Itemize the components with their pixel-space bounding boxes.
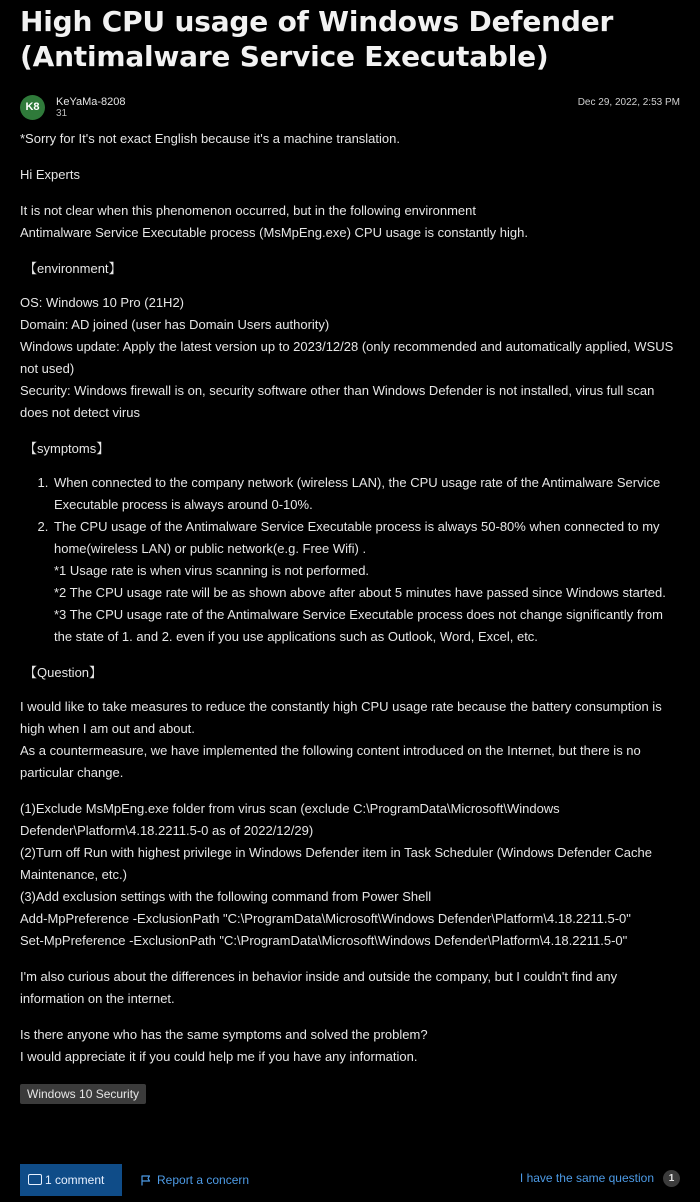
- question-paragraph: [20, 696, 680, 784]
- actions-bar: [20, 1164, 680, 1196]
- curious-paragraph: I'm also curious about the differences in behavior inside and outside the company, but I couldn't find any information on the internet.: [20, 969, 618, 1006]
- intro-line: Antimalware Service Executable process (MsMpEng.exe) CPU usage is constantly high.: [20, 225, 528, 240]
- measure-line: Add-MpPreference -ExclusionPath "C:\ProgramData\Microsoft\Windows Defender\Platform\4.18.2211.5-0": [20, 911, 631, 926]
- environment-line: Security: Windows firewall is on, security software other than Windows Defender is not installed, virus full scan does not detect virus: [20, 383, 655, 420]
- author-row: [20, 94, 680, 128]
- report-label: Report a concern: [157, 1173, 250, 1187]
- author-reputation: 31: [56, 108, 68, 119]
- environment-line: OS: Windows 10 Pro (21H2): [20, 295, 185, 310]
- flag-icon: [141, 1175, 151, 1186]
- post-date: Dec 29, 2022, 2:53 PM: [577, 97, 680, 108]
- symptom-text: The CPU usage of the Antimalware Service Executable process is always 50-80% when connected to my home(wireless LAN) or public network(e.g. Free Wifi) .: [54, 519, 660, 556]
- comment-label: 1 comment: [45, 1173, 105, 1187]
- report-concern-link[interactable]: [141, 1164, 249, 1196]
- question-line: As a countermeasure, we have implemented the following content introduced on the Internet, but there is no particular change.: [20, 743, 641, 780]
- comment-icon: [28, 1174, 42, 1185]
- closing-paragraph: [20, 1024, 680, 1068]
- closing-line: I would appreciate it if you could help me if you have any information.: [20, 1049, 418, 1064]
- comment-button[interactable]: [20, 1164, 122, 1196]
- environment-heading: 【environment】: [24, 261, 122, 276]
- environment-line: Windows update: Apply the latest version up to 2023/12/28 (only recommended and automatically applied, WSUS not used): [20, 339, 674, 376]
- question-heading: 【Question】: [24, 665, 103, 680]
- same-question-button[interactable]: I have the same question: [519, 1171, 654, 1185]
- intro-paragraph: [20, 200, 680, 244]
- measure-line: (1)Exclude MsMpEng.exe folder from virus scan (exclude C:\ProgramData\Microsoft\Windows Defender\Platform\4.18.2211.5-0 as of 2022/12/29): [20, 801, 560, 838]
- greeting-text: Hi Experts: [20, 167, 80, 182]
- list-item: [52, 516, 680, 648]
- disclaimer-text: *Sorry for It's not exact English because it's a machine translation.: [20, 131, 400, 146]
- environment-list: [20, 292, 680, 424]
- question-line: I would like to take measures to reduce the constantly high CPU usage rate because the battery consumption is high when I am out and about.: [20, 699, 662, 736]
- symptom-note: *2 The CPU usage rate will be as shown above after about 5 minutes have passed since Windows started.: [54, 585, 666, 600]
- symptom-note: *3 The CPU usage rate of the Antimalware Service Executable process does not change significantly from the state of 1. and 2. even if you use applications such as Outlook, Word, Excel, etc.: [54, 607, 663, 644]
- measure-line: Set-MpPreference -ExclusionPath "C:\ProgramData\Microsoft\Windows Defender\Platform\4.18.2211.5-0": [20, 933, 628, 948]
- closing-line: Is there anyone who has the same symptoms and solved the problem?: [20, 1027, 428, 1042]
- symptoms-heading: 【symptoms】: [24, 441, 110, 456]
- question-body: [20, 128, 680, 1105]
- symptoms-list: [20, 472, 680, 648]
- author-name[interactable]: KeYaMa-8208: [56, 96, 126, 108]
- title-line: (Antimalware Service Executable): [20, 40, 549, 73]
- title-line: High CPU usage of Windows Defender: [20, 5, 614, 38]
- same-question-count: 1: [663, 1170, 680, 1187]
- environment-line: Domain: AD joined (user has Domain Users authority): [20, 317, 330, 332]
- page-title: [20, 0, 680, 74]
- topic-tag[interactable]: Windows 10 Security: [20, 1084, 146, 1104]
- intro-line: It is not clear when this phenomenon occurred, but in the following environment: [20, 203, 476, 218]
- measures-list: [20, 798, 680, 952]
- avatar[interactable]: K8: [20, 95, 45, 120]
- measure-line: (2)Turn off Run with highest privilege in Windows Defender item in Task Scheduler (Windows Defender Cache Maintenance, etc.): [20, 845, 652, 882]
- list-item: 1. When connected to the company network (wireless LAN), the CPU usage rate of the Antimalware Service Executable process is always around 0-10%.: [52, 472, 680, 516]
- symptom-note: *1 Usage rate is when virus scanning is not performed.: [54, 563, 370, 578]
- measure-line: (3)Add exclusion settings with the following command from Power Shell: [20, 889, 432, 904]
